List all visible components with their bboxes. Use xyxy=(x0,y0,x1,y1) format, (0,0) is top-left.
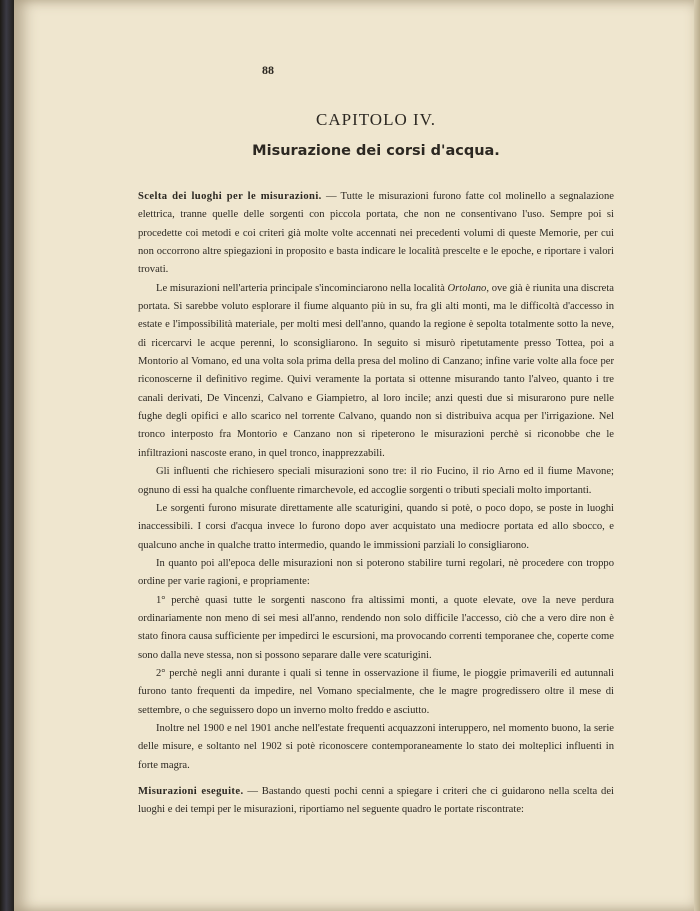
book-page xyxy=(14,0,700,911)
paragraph-text: — Bastando questi pochi cenni a spiegare i criteri che ci guidarono nella scelta dei luoghi e dei tempi per le misurazioni, riportiamo nel seguente quadro le portate riscontrate: xyxy=(138,786,615,816)
paragraph: Inoltre nel 1900 e nel 1901 anche nell'estate frequenti acquazzoni interuppero, nel momento buono, la serie delle misure, e soltanto nel 1902 si potè riconoscere contemporaneamente lo stato dei molteplici influenti in forte magra. xyxy=(138,722,614,771)
paragraph: 2° perchè negli anni durante i quali si tenne in osservazione il fiume, le pioggie primaverili ed autunnali furono tanto frequenti da impedire, nel Vomano specialmente, che le magre progredissero oltre il mese di settembre, o che seguissero dopo un inverno molto freddo e asciutto. xyxy=(138,667,614,716)
paragraph-text: , ove già è riunita una discreta portata. Si sarebbe voluto esplorare il fiume alquanto più in su, fra gli alti monti, ma le difficoltà d'accesso in estate e l'impossibilità materiale, per molti mesi dell'anno, quando la regione è sepolta totalmente sotto la neve, di ricercarvi le acque perenni, lo sconsigliarono. In seguito si misurò ripetutamente presso Tottea, poi a Montorio al Vomano, ed una volta sola prima della presa del molino di Canzano; infine varie volte alla foce per riconoscerne il definitivo regime. Quivi veramente la portata si ottenne misurando tanto l'alveo, quanto i tre canali derivati, De Vincenzi, Calvano e Giampietro, al loro incile; anzi questi due si misurarono pure nelle fughe degli opifici e allo scarico nel torrente Calvano, quando non si distribuiva acqua per l'irrigazione. Nel tronco interposto fra Montorio e Canzano non si ripeterono le misurazioni perchè si riconobbe che le infiltrazioni nascoste erano, in quel tronco, inapprezzabili. xyxy=(138,282,614,459)
section-heading: Misurazioni eseguite. xyxy=(138,786,244,797)
paragraph xyxy=(138,783,614,820)
paragraph xyxy=(138,280,614,463)
section-heading: Scelta dei luoghi per le misurazioni. xyxy=(138,191,322,202)
italic-place-name: Ortolano xyxy=(447,282,487,294)
paragraph-text: — Tutte le misurazioni furono fatte col molinello a segnalazione elettrica, tranne quelle delle sorgenti con piccola portata, che non ne consentivano l'uso. Sempre poi si procedette coi metodi e coi criteri già molte volte accennati nei precedenti volumi di queste Memorie, per cui non occorrono altre spiegazioni in proposito e basta indicare le località prescelte e le epoche, e riportare i valori trovati. xyxy=(138,191,614,276)
page-edge xyxy=(694,0,700,911)
paragraph: Le sorgenti furono misurate direttamente alle scaturigini, quando si potè, o poco dopo, se poste in luoghi inaccessibili. I corsi d'acqua invece lo furono dopo aver acquistato una mediocre portata ed allo sbocco, e qualcuno anche in qualche tratto intermedio, quando le immissioni parziali lo consigliarono. xyxy=(138,502,614,551)
paragraph: In quanto poi all'epoca delle misurazioni non si poterono stabilire turni regolari, nè procedere con troppo ordine per varie ragioni, e propriamente: xyxy=(138,557,614,588)
paragraph-text: Le misurazioni nell'arteria principale s'incominciarono nella località xyxy=(156,282,448,294)
paragraph: Gli influenti che richiesero speciali misurazioni sono tre: il rio Fucino, il rio Arno ed il fiume Mavone; ognuno di essi ha qualche confluente rimarchevole, ed accoglie sorgenti o tributi speciali molto importanti. xyxy=(138,466,614,496)
chapter-subtitle: Misurazione dei corsi d'acqua. xyxy=(252,143,500,159)
paragraph: 1° perchè quasi tutte le sorgenti nascono fra altissimi monti, a quote elevate, ove la neve perdura ordinariamente non meno di sei mesi all'anno, rendendo non solo difficile l'accesso, ciò che a vero dire non è stato finora causa sufficiente per impedirci le escursioni, ma provocando correnti temporanee che, coperte come sono dalla neve stessa, non si possono separare dalle vere scaturigini. xyxy=(138,594,614,661)
book-spine xyxy=(0,0,14,911)
paragraph xyxy=(138,188,614,280)
chapter-title: CAPITOLO IV. xyxy=(316,110,436,129)
page-number: 88 xyxy=(262,63,274,77)
body-text xyxy=(138,188,614,820)
